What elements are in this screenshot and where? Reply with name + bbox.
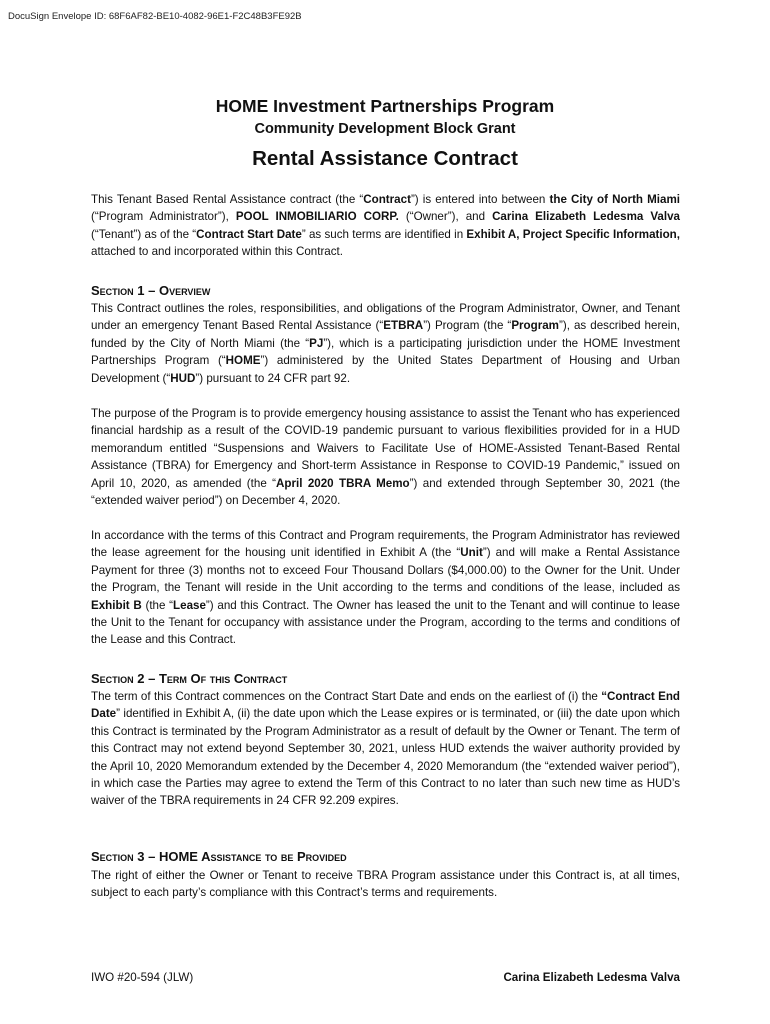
- section-3-paragraph: The right of either the Owner or Tenant to receive TBRA Program assistance under this Contract is, at all times, subject to each party’s compliance with this Contract’s terms and requirements.: [91, 869, 680, 900]
- section-1-paragraph-3: In accordance with the terms of this Contract and Program requirements, the Program Administrator has reviewed the lease agreement for the housing unit identified in Exhibit A (the “Unit”) and will make a Rental Assistance Payment for three (3) months not to exceed Four Thousand Dollars ($4,000.00) to the Owner for the Unit. Under the Program, the Tenant will reside in the Unit according to the terms and conditions of the lease, included as Exhibit B (the “Lease”) and this Contract. The Owner has leased the unit to the Tenant and will continue to lease the Unit to the Tenant for occupancy with assistance under the Program, according to the terms and conditions of the Lease and this Contract.: [91, 529, 680, 647]
- section-1-paragraph-1: This Contract outlines the roles, responsibilities, and obligations of the Program Administrator, Owner, and Tenant under an emergency Tenant Based Rental Assistance (“ETBRA”) Program (the “Program”), as described herein, funded by the City of North Miami (the “PJ”), which is a participating jurisdiction under the HOME Investment Partnerships Program (“HOME”) administered by the United States Department of Housing and Urban Development (“HUD”) pursuant to 24 CFR part 92.: [91, 302, 681, 385]
- docusign-envelope-id: DocuSign Envelope ID: 68F6AF82-BE10-4082-96E1-F2C48B3FE92B: [8, 11, 302, 22]
- section-1-heading: Section 1 – Overview: [91, 283, 211, 298]
- section-3-heading: Section 3 – HOME Assistance to be Provided: [91, 849, 347, 864]
- section-1-paragraph-2: The purpose of the Program is to provide emergency housing assistance to assist the Tenant who has experienced financial hardship as a result of the COVID-19 pandemic pursuant to various flexibilities provided for in a HUD memorandum entitled “Suspensions and Waivers to Facilitate Use of HOME-Assisted Tenant-Based Rental Assistance (TBRA) for Emergency and Short-term Assistance in Response to COVID-19 Pandemic,” issued on April 10, 2020, as amended (the “April 2020 TBRA Memo”) and extended through September 30, 2021 (the “extended waiver period”) on December 4, 2020.: [91, 407, 680, 508]
- grant-title: Community Development Block Grant: [254, 121, 516, 137]
- footer-document-number: IWO #20-594 (JLW): [91, 971, 194, 984]
- intro-paragraph: This Tenant Based Rental Assistance contract (the “Contract”) is entered into between the City of North Miami (“Program Administrator”), POOL INMOBILIARIO CORP. (“Owner”), and Carina Elizabeth Ledesma Valva (“Tenant”) as of the “Contract Start Date” as such terms are identified in Exhibit A, Project Specific Information, attached to and incorporated within this Contract.: [91, 193, 681, 259]
- program-title: HOME Investment Partnerships Program: [215, 96, 555, 116]
- document-header: [0, 94, 770, 172]
- footer-tenant-name: Carina Elizabeth Ledesma Valva: [503, 971, 680, 984]
- section-2-heading: Section 2 – Term Of this Contract: [91, 671, 288, 686]
- contract-title: Rental Assistance Contract: [252, 147, 518, 170]
- section-2-paragraph: The term of this Contract commences on the Contract Start Date and ends on the earliest of (i) the “Contract End Date” identified in Exhibit A, (ii) the date upon which the Lease expires or is terminated, or (iii) the date upon which this Contract is terminated by the Program Administrator as a result of default by the Owner or Tenant. The term of this Contract may not extend beyond September 30, 2021, unless HUD extends the waiver authority provided by the April 10, 2020 Memorandum extended by the December 4, 2020 Memorandum (the “extended waiver period”), in which case the Parties may agree to extend the Term of this Contract to no later than such new time as HUD’s waiver of the TBRA requirements in 24 CFR 92.209 expires.: [91, 690, 680, 808]
